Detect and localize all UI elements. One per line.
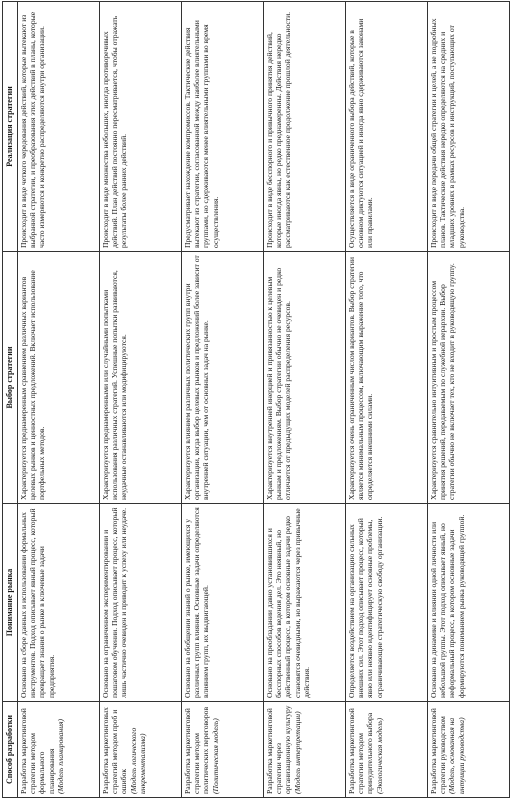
table-row (182, 2, 264, 798)
method-cell (346, 702, 428, 798)
table-row (264, 2, 346, 798)
table-row (346, 2, 428, 798)
header-method: Способ разработки (3, 702, 18, 798)
implementation-cell: Происходит в виде бесспорного и привычного принятия действий, которые иногда явны, но редко преднамеренны. Действия нередко рассматриваются как естественное продолжение прошлой деятельности. (264, 2, 346, 252)
understanding-cell: Основано на динамике и влиянии одной личности или небольшой группы. Этот подход описывает явный, но неформальный процесс, в котором основные задачи формируются пониманием рынка руководящей группой. (428, 504, 510, 702)
understanding-cell: Основано на сборе данных и использовании формальных инструментов. Подход описывает явный процесс, который превращает знания о рынке в ключевые задачи предприятия. (18, 504, 100, 702)
understanding-cell: Определяется воздействием на организацию сильных внешних сил. Этот подход описывает процесс, который явно или неявно идентифицирует основные проблемы, ограничивающие стратегическую свободу организации. (346, 504, 428, 702)
method-name: Разработка маркетинговых стратегий методом проб и ошибок (101, 707, 129, 794)
header-understanding: Понимание рынка (3, 504, 18, 702)
method-cell (182, 702, 264, 798)
implementation-cell: Происходит в виде передачи общей стратегии и целей, а не подробных планов. Тактические действия нередко определяются на средних и младших уровнях в рамках ресурсов и инструкций, поступающих от руководства. (428, 2, 510, 252)
method-model: (Экологическая модель) (374, 717, 384, 794)
method-name: Разработка маркетинговой стратегии руководством (429, 708, 448, 794)
method-model: (Модель, основанная на интуиции руководства) (447, 717, 466, 794)
understanding-cell: Основано на преобладании давно установившихся и бесспорных способов ведения дел. Это неявный, но действенный процесс, в котором основные задачи редко становятся очевидными, но выражаются через привычные действия. (264, 504, 346, 702)
understanding-cell: Основано на ограниченном экспериментировании и пошаговом обучении. Подход описывает процесс, который лишь частично очевиден и приводит к успеху или неудаче. (100, 504, 182, 702)
method-name: Разработка маркетинговой стратегии через организационную культуру (265, 705, 293, 794)
method-name: Разработка маркетинговой стратегии методом политических переговоров (183, 706, 211, 794)
method-name: Разработка маркетинговой стратегии методом формального планирования (19, 708, 56, 794)
method-model: (Модель планирования) (55, 718, 65, 794)
understanding-cell: Основано на обобщении знаний о рынке, имеющихся у различных групп влияния. Основные задачи определяются влиянием групп, их выдвигающей. (182, 504, 264, 702)
implementation-cell: Происходит в виде четкого чередования действий, которые вытекают из выбранной стратегии, и преобразования этих действий в планы, которые часто измеряются и конкретно распределяются внутри организации. (18, 2, 100, 252)
implementation-cell: Происходит в виде множества небольших, иногда противоречивых действий. План действий постоянно пересматривается, чтобы отражать результаты более ранних действий. (100, 2, 182, 252)
method-model: (Политическая модель) (210, 718, 220, 794)
method-cell (428, 702, 510, 798)
choice-cell: Характеризуется сравнительно интуитивным и простым процессом принятия решений, передаваемым по служебной иерархии. Выбор стратегии обычно не включает тех, кто не входит в руководящую группу. (428, 252, 510, 504)
choice-cell: Характеризуется преднамеренным сравнением различных вариантов целевых рынков и ценностных предложений. Включает использование портфельных методов. (18, 252, 100, 504)
method-cell (18, 702, 100, 798)
header-row (3, 2, 18, 798)
table-row (100, 2, 182, 798)
method-name: Разработка маркетинговой стратегии методом принудительного выбора (347, 708, 375, 794)
header-choice: Выбор стратегии (3, 252, 18, 504)
method-model: (Модель интерпретации) (292, 711, 302, 794)
strategy-table (2, 1, 510, 798)
method-cell (264, 702, 346, 798)
implementation-cell: Предусматривает нахождение компромиссов. Тактические действия вытекают из стратегии, согласованной между наиболее влиятельными группами, но сдерживаются менее влиятельными группами во время осуществления. (182, 2, 264, 252)
choice-cell: Характеризуется преднамеренными или случайными попытками использования различных стратегий. Успешные попытки развиваются, неудачные останавливаются или модифицируются. (100, 252, 182, 504)
choice-cell: Характеризуется внутренней инерцией и привязанностью к целевым рынкам и предложениям. Выбор стратегии обычно не очевиден и редко отличается от предыдущих моделей распределения ресурсов. (264, 252, 346, 504)
choice-cell: Характеризуется очень ограниченным числом вариантов. Выбор стратегии является минимальным процессом, включающим выражение того, что определяется внешними силами. (346, 252, 428, 504)
method-model: (Модель логического инкрементализма) (128, 727, 147, 794)
choice-cell: Характеризуется влиянием различных политических групп внутри организации, когда выбор целевых рынков и предложений более зависит от внутренней ситуации, чем от основных задач на рынке. (182, 252, 264, 504)
table-row (428, 2, 510, 798)
header-implementation: Реализация стратегии (3, 2, 18, 252)
table-row (18, 2, 100, 798)
implementation-cell: Осуществляется в виде ограниченного выбора действий, которые в основном диктуются ситуацией и иногда явно сдерживаются законами или правилами. (346, 2, 428, 252)
method-cell (100, 702, 182, 798)
